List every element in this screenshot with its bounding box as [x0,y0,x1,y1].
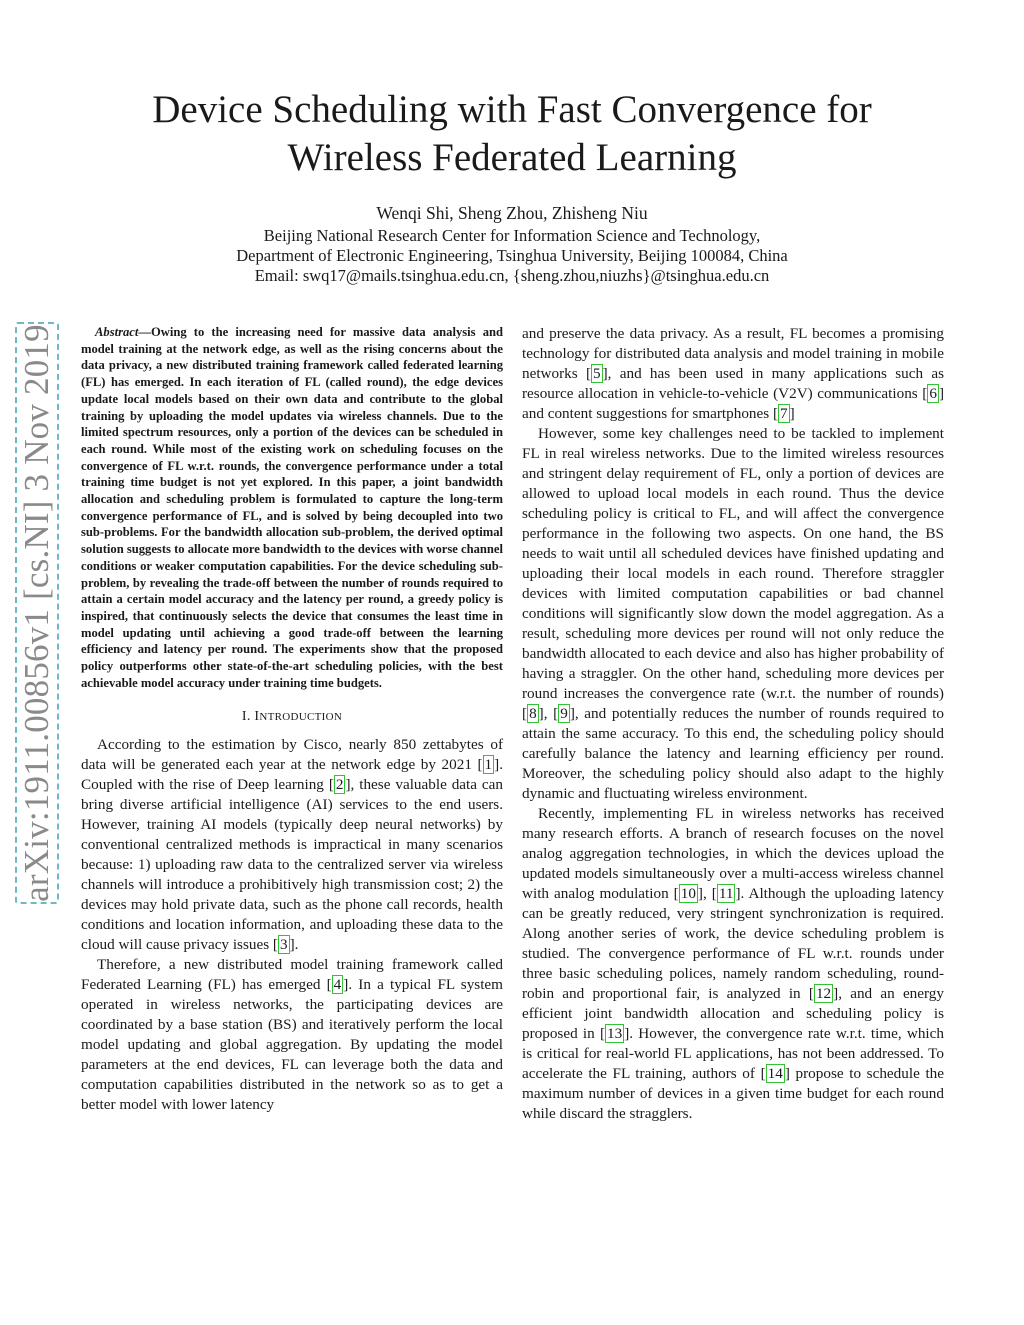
text-run: and content suggestions for smartphones [522,405,773,422]
affiliation-line-2: Department of Electronic Engineering, Tsinghua University, Beijing 100084, China [236,246,788,265]
citation-link[interactable]: 3 [279,936,288,954]
author-names: Wenqi Shi, Sheng Zhou, Zhisheng Niu [376,203,648,223]
abstract [81,324,503,691]
text-run: . However, the convergence rate w.r.t. time, which is critical for real-world FL applications, has not been addressed. To accelerate the FL training, authors of [522,1025,944,1082]
affiliation-line-1: Beijing National Research Center for Information Science and Technology, [263,226,761,245]
title-line-2: Wireless Federated Learning [287,136,737,179]
title-line-1: Device Scheduling with Fast Convergence for [152,88,872,131]
arxiv-identifier[interactable]: arXiv:1911.00856v1 [cs.NI] 3 Nov 2019 [17,324,56,902]
paper-title [0,86,1024,182]
text-run: However, some key challenges need to be tackled to implement FL in real wireless networks. Due to the limited wireless resources and stringent delay requirement of FL, only a portion of devices are allowed to upload local models in each round. Thus the device scheduling policy is critical to FL, and will affect the convergence performance in the following two aspects. On one hand, the BS needs to wait until all scheduled devices have finished updating and uploading their local models in each round. Therefore straggler devices with limited computation capabilities or bad channel conditions will significantly slow down the model aggregation. As a result, scheduling more devices per round will not only reduce the bandwidth allocated to each device and also has higher probability of having a straggler. On the other hand, scheduling more devices per round increases the convergence rate (w.r.t. the number of rounds) [522,425,944,702]
text-run: . Coupled with the rise of Deep learning [81,756,503,794]
text-run: , and has been used in many applications such as resource allocation in vehicle-to-vehicle (V2V) communications [522,365,944,402]
intro-paragraph-1: According to the estimation by Cisco, nearly 850 zettabytes of data will be generated each year at the network edge by 2021 [ 1 ]. Coupled with the rise of Deep learning [ 2 ], these valuable data can bring diverse artificial intelligence (AI) services to the end users. However, training AI models (typically deep neural networks) by conventional centralized methods is impractical in many scenarios because: 1) uploading raw data to the centralized server via wireless channels will introduce a prohibitively high transmission cost; 2) the devices may hold private data, such as the phone call records, health conditions and location information, and uploading these data to the cloud will cause privacy issues [ 3 ]. [81,736,504,954]
text-run: . [294,936,299,954]
abstract-text: Owing to the increasing need for massive data analysis and model training at the network edge, as well as the rising concerns about the data privacy, a new distributed training framework called federated learning (FL) has emerged. In each iteration of FL (called round), the edge devices update local models based on their own data and contribute to the global training by uploading the model updates via wireless channels. Due to the limited spectrum resources, only a portion of the devices can be scheduled in each round. While most of the existing work on scheduling focuses on the convergence of FL w.r.t. rounds, the convergence performance under a total training time budget is not yet explored. In this paper, a joint bandwidth allocation and scheduling problem is formulated to capture the long-term convergence performance of FL, and is solved by being decoupled into two sub-problems. For the bandwidth allocation sub-problem, the derived optimal solution suggests to allocate more bandwidth to the devices with worse channel conditions or weaker computation capabilities. For the device scheduling sub-problem, by revealing the trade-off between the number of rounds required to attain a certain model accuracy and the latency per round, a greedy policy is inspired, that continuously selects the device that consumes the least time in model updating until achieving a good trade-off between the learning efficiency and latency per round. The experiments show that the proposed policy outperforms other state-of-the-art scheduling policies, with the best achievable model accuracy under training time budgets. [81,325,504,690]
text-run: . In a typical FL system operated in wireless networks, the participating devices are coordinated by a base station (BS) and iteratively perform the local model updating and global aggregation. By updating the model parameters at the end devices, FL can leverage both the data and computation capabilities distributed in the network so as to get a better model with lower latency [81,976,503,1114]
citation-link[interactable]: 12 [815,985,832,1002]
author-block [0,203,1024,286]
citation-link[interactable]: 14 [767,1065,783,1082]
abstract-label: Abstract [95,325,139,339]
citation-link[interactable]: 6 [929,385,937,402]
author-email: Email: swq17@mails.tsinghua.edu.cn, {sheng.zhou,niuzhs}@tsinghua.edu.cn [254,266,770,285]
citation-link[interactable]: 13 [607,1025,623,1042]
citation-link[interactable]: 7 [780,405,788,422]
right-paragraph-2: However, some key challenges need to be tackled to implement FL in real wireless networks. Due to the limited wireless resources and stringent delay requirement of FL, only a portion of devices are allowed to upload local models in each round. Thus the device scheduling policy is critical to FL, and will affect the convergence performance in the following two aspects. On one hand, the BS needs to wait until all scheduled devices have finished updating and uploading their local models in each round. Therefore straggler devices with limited computation capabilities or bad channel conditions will significantly slow down the model aggregation. As a result, scheduling more devices per round will not only reduce the bandwidth allocated to each device and also has higher probability of having a straggler. On the other hand, scheduling more devices per round increases the convergence rate (w.r.t. the number of rounds) [ 8 ], [ 9 ], and potentially reduces the number of rounds required to attain the same accuracy. To this end, the scheduling policy should carefully balance the latency and learning efficiency per round. Moreover, the scheduling policy should also adapt to the highly dynamic and fluctuating wireless environment. [522,425,944,802]
citation-link[interactable]: 5 [593,365,601,382]
section-numeral: I. I [241,709,260,725]
text-run: propose to schedule the maximum number of devices in a given time budget for each round while discard the stragglers. [522,1065,944,1122]
text-run: According to the estimation by Cisco, nearly 850 zettabytes of data will be generated each year at the network edge by 2021 [81,736,503,774]
text-run: Therefore, a new distributed model training framework called Federated Learning (FL) has emerged [81,956,503,994]
right-column [522,324,944,1124]
left-column [81,324,503,1115]
citation-link[interactable]: 11 [718,885,734,902]
citation-link[interactable]: 8 [529,705,537,722]
citation-link[interactable]: 1 [484,756,493,774]
citation-link[interactable]: 9 [560,705,568,722]
section-title-rest: NTRODUCTION [259,711,343,724]
text-run: , [543,705,554,722]
text-run: , and an energy efficient joint bandwidth allocation and scheduling policy is proposed in [522,985,944,1042]
citation-link[interactable]: 2 [335,776,344,794]
text-run: , and potentially reduces the number of rounds required to attain the same accuracy. To this end, the scheduling policy should carefully balance the latency and learning efficiency per round. Moreover, the scheduling policy should also adapt to the highly dynamic and fluctuating wireless environment. [522,705,944,802]
intro-paragraph-2: Therefore, a new distributed model training framework called Federated Learning (FL) has emerged [ 4 ]. In a typical FL system operated in wireless networks, the participating devices are coordinated by a base station (BS) and iteratively perform the local model updating and global aggregation. By updating the model parameters at the end devices, FL can leverage both the data and computation capabilities distributed in the network so as to get a better model with lower latency [81,956,503,1114]
text-run: , these valuable data can bring diverse artificial intelligence (AI) services to the end users. However, training AI models (typically deep neural networks) by conventional centralized methods is impractical in many scenarios because: 1) uploading raw data to the centralized server via wireless channels will introduce a prohibitively high transmission cost; 2) the devices may hold private data, such as the phone call records, health conditions and location information, and uploading these data to the cloud will cause privacy issues [81,776,504,954]
text-run: Recently, implementing FL in wireless networks has received many research efforts. A branch of research focuses on the novel analog aggregation technologies, in which the devices upload the updated models simultaneously over a multi-access wireless channel with analog modulation [522,805,944,902]
citation-link[interactable]: 4 [333,976,342,994]
citation-link[interactable]: 10 [680,885,696,902]
text-run: , [702,885,712,902]
text-run: . Although the uploading latency can be greatly reduced, very stringent synchronization is required. Along another series of work, the device scheduling problem is studied. The convergence performance of FL w.r.t. rounds under three basic scheduling polices, namely random scheduling, round-robin and proportional fair, is analyzed in [522,885,945,1002]
right-paragraph-3: Recently, implementing FL in wireless networks has received many research efforts. A branch of research focuses on the novel analog aggregation technologies, in which the devices upload the updated models simultaneously over a multi-access wireless channel with analog modulation [ 10 ], [ 11 ]. Although the uploading latency can be greatly reduced, very stringent synchronization is required. Along another series of work, the device scheduling problem is studied. The convergence performance of FL w.r.t. rounds under three basic scheduling polices, namely random scheduling, round-robin and proportional fair, is analyzed in [ 12 ], and an energy efficient joint bandwidth allocation and scheduling policy is proposed in [ 13 ]. However, the convergence rate w.r.t. time, which is critical for real-world FL applications, has not been addressed. To accelerate the FL training, authors of [ 14 ] propose to schedule the maximum number of devices in a given time budget for each round while discard the stragglers. [522,805,945,1122]
text-run: and preserve the data privacy. As a result, FL becomes a promising technology for distributed data analysis and model training in mobile networks [522,325,944,382]
right-paragraph-1: and preserve the data privacy. As a result, FL becomes a promising technology for distributed data analysis and model training in mobile networks [ 5 ], and has been used in many applications such as resource allocation in vehicle-to-vehicle (V2V) communications [ 6 ] and content suggestions for smartphones [ 7 ] [522,325,944,422]
section-heading-introduction [81,707,503,727]
abstract-dash: — [138,325,151,339]
